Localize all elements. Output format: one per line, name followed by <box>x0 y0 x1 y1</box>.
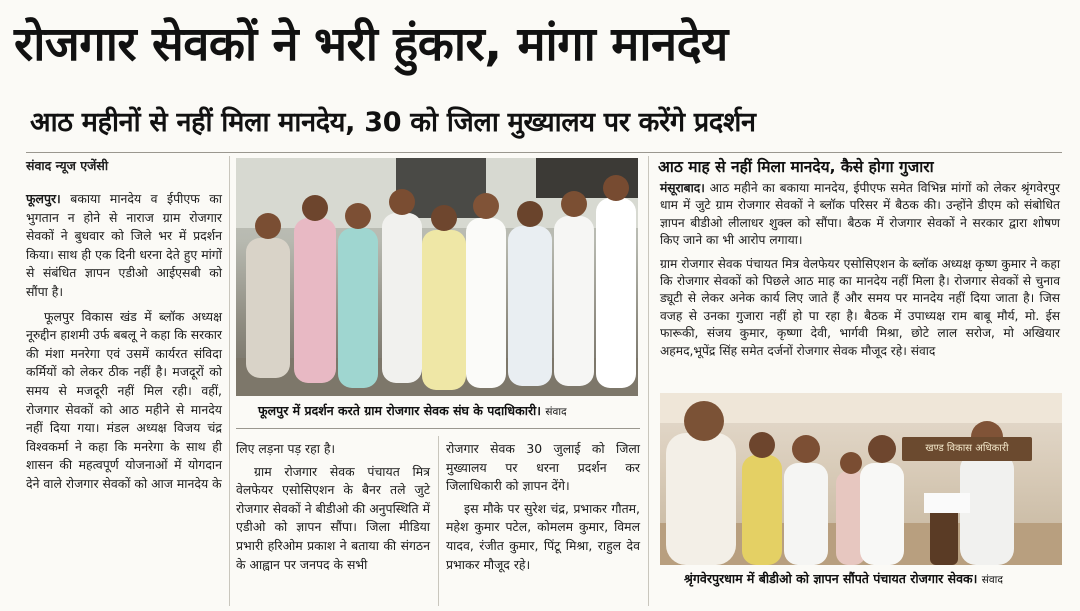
article-paragraph: रोजगार सेवक 30 जुलाई को जिला मुख्यालय पर धरना प्रदर्शन कर जिलाधिकारी को ज्ञापन देंगे। <box>446 441 640 494</box>
protest-photo-illustration <box>236 158 638 396</box>
divider-top <box>26 152 1062 153</box>
side-story-body <box>660 180 1060 366</box>
paragraph-source: संवाद <box>910 343 936 358</box>
article-paragraph: ग्राम रोजगार सेवक पंचायत मित्र वेलफेयर एसोसिएशन के बैनर तले जुटे रोजगार सेवकों ने बीडीओ की अनुपस्थिति में एडीओ को ज्ञापन सौंपा। जिला मीडिया प्रभारी हरिओम प्रकाश ने बताया की संगठन के आह्वान पर जनपद के सभी <box>236 463 430 572</box>
caption-source: संवाद <box>981 574 1003 586</box>
article-paragraph <box>26 190 222 302</box>
caption-text: फूलपुर में प्रदर्शन करते ग्राम रोजगार सेवक संघ के पदाधिकारी। <box>258 403 542 418</box>
byline: संवाद न्यूज एजेंसी <box>26 158 109 173</box>
paragraph-text: ग्राम रोजगार सेवक पंचायत मित्र वेलफेयर एसोसिएशन के ब्लॉक अध्यक्ष कृष्ण कुमार ने कहा कि रोजगार सेवकों को पिछले आठ माह का मानदेय नहीं मिला है। रोजगार सेवकों से चुनाव ड्यूटी से लेकर अनेक कार्य लिए जाते हैं और समय पर मानदेय नहीं दिया जाता है। जिस वजह से उनका गुजारा नहीं हो पा रहा है। बैठक में उपाध्यक्ष राम बाबू मौर्य, मो. ईस फारूकी, संजय कुमार, कृष्णा देवी, भार्गवी मिश्रा, छोटे लाल सरोज, मो अखियार अहमद,भूपेंद्र सिंह समेत दर्जनों रोजगार सेवक मौजूद रहे। <box>660 256 1060 358</box>
paragraph-text: आठ महीने का बकाया मानदेय, ईपीएफ समेत विभिन्न मांगों को लेकर श्रृंगवेरपुर धाम में जुटे ग्राम रोजगार सेवकों ने ब्लॉक परिसर में बैठक की। उन्होंने डीएम को संबोधित ज्ञापन बीडीओ लीलाधर शुक्ल को सौंपा। बैठक में रोजगार सेवकों ने सरकार द्वारा शोषण किए जाने का भी आरोप लगाया। <box>660 181 1060 248</box>
memorandum-photo-illustration <box>660 393 1062 565</box>
protest-photo <box>236 158 638 396</box>
article-paragraph: लिए लड़ना पड़ रहा है। <box>236 441 336 456</box>
caption-text: श्रृंगवेरपुरधाम में बीडीओ को ज्ञापन सौंपते पंचायत रोजगार सेवक। <box>684 571 978 586</box>
divider-col1 <box>229 156 230 606</box>
divider-side <box>648 156 649 606</box>
article-paragraph <box>660 180 1060 250</box>
article-paragraph <box>660 256 1060 360</box>
article-paragraph: फूलपुर विकास खंड में ब्लॉक अध्यक्ष नूरुद्दीन हाशमी उर्फ बबलू ने कहा कि सरकार की मंशा मनरेगा एवं उसमें कार्यरत संविदा कर्मियों को लेकर ठीक नहीं है। मजदूरों को समय से मजदूरी नहीं मिल रही। वहीं, रोजगार सेवकों को आठ महीने से मानदेय नहीं दिया गया। मंडल अध्यक्ष विजय चंद्र विश्वकर्मा ने कहा कि मनरेगा के साथ ही शासन की महत्वपूर्ण योजनाओं में योगदान देने वाले रोजगार सेवकों को आज मानदेय के <box>26 308 222 491</box>
caption-source: संवाद <box>545 406 567 418</box>
divider-col3 <box>438 436 439 606</box>
article-column-2 <box>236 440 430 578</box>
subheadline: आठ महीनों से नहीं मिला मानदेय, 30 को जिला मुख्यालय पर करेंगे प्रदर्शन <box>30 107 756 138</box>
divider-caption1 <box>236 428 640 429</box>
photo-caption <box>258 400 567 423</box>
paragraph-text: बकाया मानदेय व ईपीएफ का भुगतान न होने से नाराज ग्राम रोजगार सेवकों ने बुधवार को जिले भर में प्रदर्शन किया। साथ ही एक दिनी धरना देते हुए मांगों से संबंधित ज्ञापन एडीओ आईएसबी को सौंपा है। <box>26 191 222 299</box>
memorandum-photo <box>660 393 1062 565</box>
dateline: फूलपुर। <box>26 191 61 206</box>
headline: रोजगार सेवकों ने भरी हुंकार, मांगा मानदेय <box>14 17 728 72</box>
article-column-3 <box>446 440 640 578</box>
dateline: मंसूराबाद। <box>660 181 705 195</box>
photo-caption <box>684 568 1003 591</box>
office-sign: खण्ड विकास अधिकारी <box>902 437 1032 461</box>
side-story-title: आठ माह से नहीं मिला मानदेय, कैसे होगा गुजारा <box>658 158 934 176</box>
article-paragraph: इस मौके पर सुरेश चंद्र, प्रभाकर गौतम, महेश कुमार पटेल, कोमलम कुमार, विमल यादव, रंजीत कुमार, पिंटू मिश्रा, राहुल देव प्रभाकर मौजूद रहे। <box>446 500 640 572</box>
article-column-1 <box>26 190 222 500</box>
